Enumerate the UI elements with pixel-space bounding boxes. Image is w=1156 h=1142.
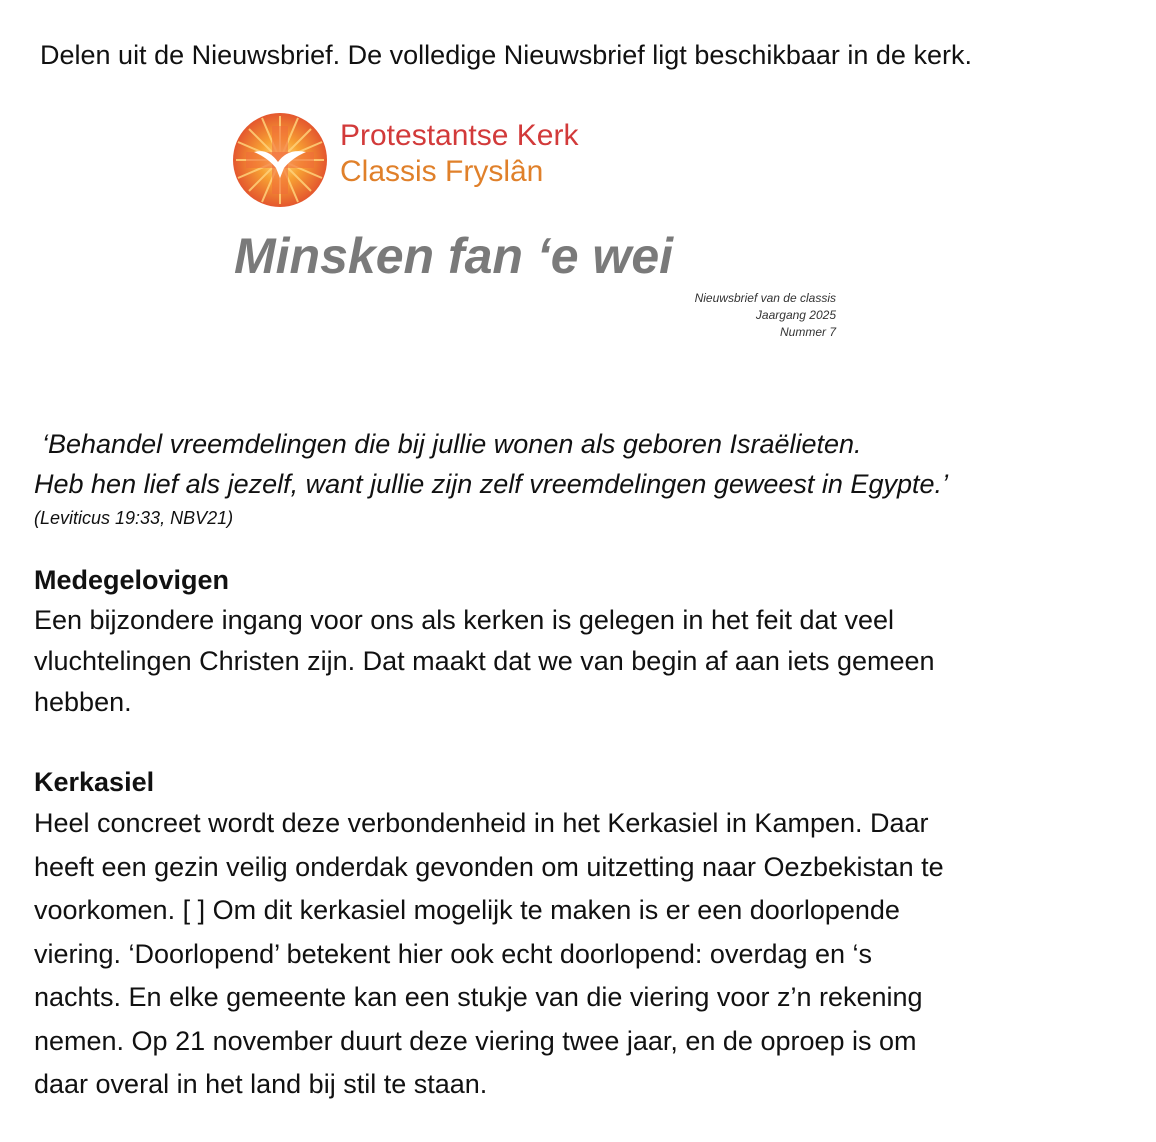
body-line: Een bijzondere ingang voor ons als kerken is gelegen in het feit dat veel [34,605,895,635]
body-line: voorkomen. [ ] Om dit kerkasiel mogelijk te maken is er een doorlopende [34,895,900,925]
newsletter-title: Minsken fan ‘e wei [234,228,674,284]
org-name-line2: Classis Fryslân [340,155,544,188]
quote-line: Heb hen lief als jezelf, want jullie zijn zelf vreemdelingen geweest in Egypte.’ [34,469,948,499]
dove-sunburst-icon [232,112,328,208]
section-heading: Kerkasiel [34,767,155,797]
section-medegelovigen [34,560,1114,723]
body-line: nachts. En elke gemeente kan een stukje van die viering voor z’n rekening [34,982,923,1012]
body-line: viering. ‘Doorlopend’ betekent hier ook echt doorlopend: overdag en ‘s [34,938,873,969]
section-body [34,802,1114,1107]
org-name-line1: Protestantse Kerk [340,119,579,152]
intro-text: Delen uit de Nieuwsbrief. De volledige Nieuwsbrief ligt beschikbaar in de kerk. [40,40,972,70]
body-line: heeft een gezin veilig onderdak gevonden om uitzetting naar Oezbekistan te [34,851,944,882]
quote-citation: (Leviticus 19:33, NBV21) [34,508,234,528]
quote-line: ‘Behandel vreemdelingen die bij jullie wonen als geboren Israëlieten. [42,429,862,459]
meta-line: Nummer 7 [779,325,836,339]
bible-quote [34,424,948,504]
section-body [34,600,1114,723]
section-kerkasiel [34,762,1114,1107]
meta-line: Jaargang 2025 [755,308,836,322]
meta-line: Nieuwsbrief van de classis [694,291,836,305]
newsletter-header [232,110,852,350]
body-line: daar overal in het land bij stil te staan. [34,1069,488,1099]
section-heading: Medegelovigen [34,565,230,595]
body-line: hebben. [34,687,132,717]
body-line: vluchtelingen Christen zijn. Dat maakt dat we van begin af aan iets gemeen [34,646,935,676]
body-line: Heel concreet wordt deze verbondenheid in het Kerkasiel in Kampen. Daar [34,808,929,838]
body-line: nemen. Op 21 november duurt deze viering twee jaar, en de oproep is om [34,1025,917,1056]
newsletter-meta [695,290,836,341]
